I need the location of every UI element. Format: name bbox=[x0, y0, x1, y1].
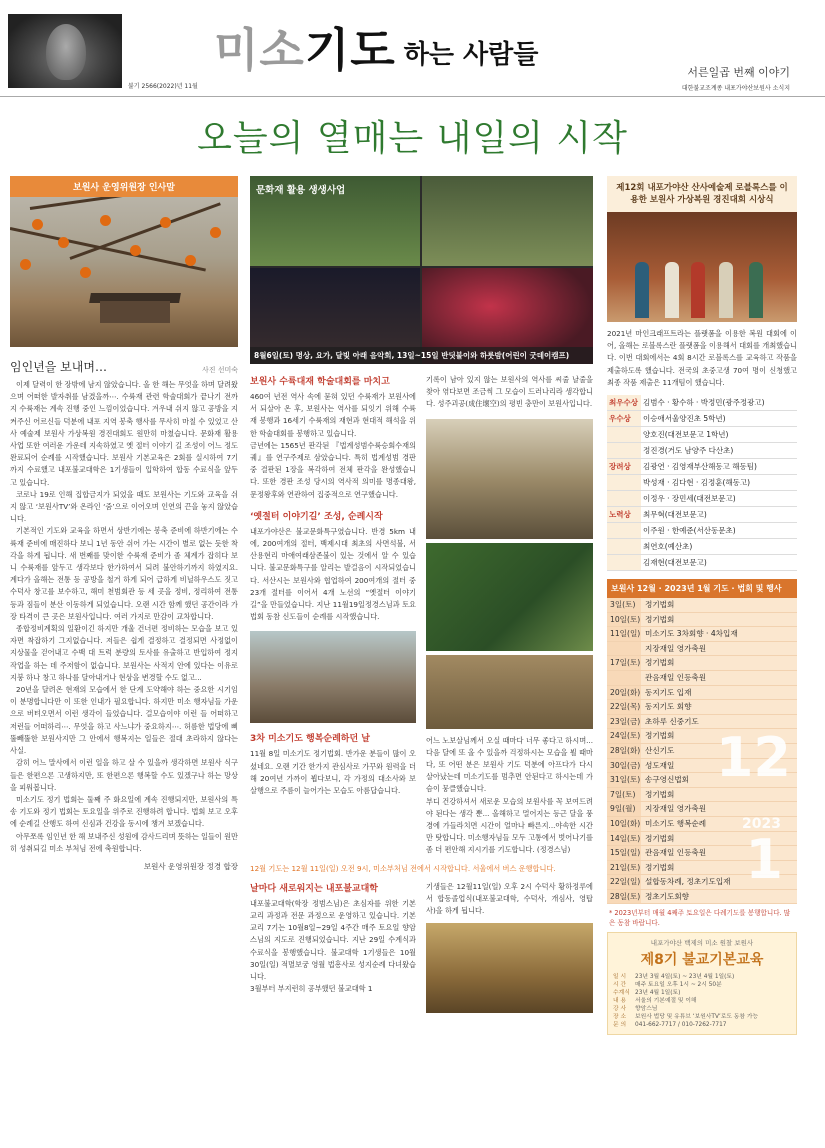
persimmon-fruit bbox=[32, 219, 43, 230]
news-right bbox=[426, 374, 593, 857]
news-left bbox=[250, 374, 416, 857]
award-rank bbox=[607, 491, 641, 507]
award-winner: 이승애서울양진초 5학년) bbox=[641, 411, 797, 427]
education-subtitle: 내포가야산 백제의 미소 원찰 보원사 bbox=[650, 939, 754, 948]
award-winner: 이정우 · 장민세(대전보문고) bbox=[641, 491, 797, 507]
schedule-event: 지장재일 영가축원 bbox=[645, 804, 707, 814]
photo-trail-map bbox=[426, 543, 593, 651]
photo-grid-caption: 8월6일(토) 명상, 요가, 달빛 아래 음악회, 13일~15일 반딧불이와 하룻밤(어린이 굿데이캠프) bbox=[250, 347, 593, 364]
photo-award-ceremony bbox=[607, 212, 797, 322]
greeting-paragraph: 기본적인 기도와 교육을 하면서 상반기에는 봉축 준비에 하반기에는 수륙재 준비에 매진하다 보니 1년 동안 쉬어 가는 시간이 별로 없는 듯한 착각을 하게 됩니다. 새 번째를 맞이한 수륙재 준비가 좀 체계가 잡히다 보니 수륙재를 앞두고 생각보다 한가하여서 되려 불안하기까지 하였지요. 계다가 올해는 전통 등 공방을 철거 하게 되어 급하게 비닐하우스도 짓고 수덕사 창고를 보수하고, 해미 천범회관 등 세 곳을 정비, 정리하여 전통 등과 짐들이 분산 이동하게 되었습니다. 오랜 시간 함께 했던 공간이라 가장 타격이 큰 곳은 보원사입니다. 여러 가지로 만감이 교차합니다. bbox=[10, 526, 238, 621]
greeting-paragraph: 코로나 19로 인해 집합금지가 되었을 때도 보원사는 기도와 교육을 쉬지 않고 ‘보원사TV’와 온라인 ‘줌’으로 이어오며 인연의 끈을 놓지 않았습니다. bbox=[10, 489, 238, 524]
schedule-event: 정기법회 bbox=[645, 731, 675, 741]
contest-notice-title: 제12회 내포가야산 산사예술제 로블록스를 이용한 보원사 가상복원 경진대회 시상식 bbox=[607, 176, 797, 212]
photo-grid-title: 문화재 활용 생생사업 bbox=[256, 185, 346, 196]
trail-body: 내포가야산은 불교문화특구였습니다. 반경 5km 내에, 200여개의 절터, 백제시대 최초의 사면석불, 서산용현리 마애여래삼존불이 있는 것에서 알 수 있습니다. 불교문화특구를 알리는 발걸음이 시작되었습니다. 서산시는 보원사와 협업하여 200여개의 절터 중 23개 절터를 이어서 4개 노선의 “옛절터 이야기길”을 만들었습니다. 지난 11월19일정경스님과 토요법회 동참 신도들이 순례를 시작했습니다. bbox=[250, 526, 416, 622]
photo-forest-walk bbox=[426, 655, 593, 729]
buddha-face-icon bbox=[46, 24, 86, 80]
schedule-event: 정기법회 bbox=[645, 789, 675, 799]
education-value: 23년 4월 1일(토) bbox=[635, 990, 681, 997]
contest-body: 2021년 마인크래프트라는 플랫폼을 이용한 복원 대회에 이어, 올해는 로블록스란 플랫폼을 이용해서 대회를 개최했습니다. 이번 대회에서는 4회 8시간 로블록스를 교육하고 작품을 제출하도록 했습니다. 전국의 초중고생 70여 명이 신청했고 최종 작품 제출은 11개팀이 했습니다. bbox=[607, 329, 797, 387]
schedule-row bbox=[607, 598, 797, 613]
happy-pilgrimage-body: 11월 8일 미소기도 정기법회. 반가운 분들이 많이 오셨네요. 오랜 기간 한가지 관심사로 가꾸와 원력을 더해 20여년 가까이 뵙다보니, 각 가정의 대소사와 보살행으로 주름이 늘어가는 모습도 아름답습니다. bbox=[250, 749, 416, 796]
schedule-row bbox=[607, 788, 797, 803]
photo-pilgrimage-group bbox=[250, 631, 416, 723]
trail-body-continued bbox=[426, 735, 593, 857]
trail-paragraph: 어느 노보살님께서 오실 때마다 너무 좋다고 하시며...다음 달에 또 올 수 있을까 걱정하시는 모습을 뵐 때마다, 또 어떤 분은 보원사 기도 덕분에 아프다가 다시 살아났는데 미소기도를 멈추면 안된다고 하시는데 가슴이 뭉클했습니다. bbox=[426, 735, 593, 794]
persimmon-fruit bbox=[100, 215, 111, 226]
college-left bbox=[250, 881, 416, 1014]
award-winner: 이주원 · 한예준(서산동문초) bbox=[641, 523, 797, 539]
branch-shape bbox=[10, 227, 206, 272]
greeting-paragraph: 이제 달력이 한 장밖에 남지 않았습니다. 올 한 해는 무엇을 하며 달려왔으며 어떠한 발자취를 남겼을까⋯. 수륙재 관련 학술대회가 끝나기 전까지 수륙재는 계속 진행 중인 느낌이었습니다. 겨우내 쉬지 않고 공방을 지켜주신 어르신들 덕분에 내포 지역 봉축 행사를 무사히 마칠 수 있었고 산사 예술제 보원사 가상복원 경진대회도 원만히 마쳤습니다. 문화재 활용사업 또한 여러운 가운데 지속하였고 옛 절터 이야기 길 조성이 어느 정도 완료되어 순례를 시작했습니다. 보원사 기본교육은 2회를 실시하여 7기까지 수료했고 내포불교대학은 1기생들이 입학하여 합동 수료식을 앞두고 있습니다. bbox=[10, 380, 238, 487]
college-body-continued: 기생들은 12월11일(일) 오후 2시 수덕사 황하정루에서 합동졸업식(내포불교대학, 수덕사, 개심사, 영탑사)을 하게 됩니다. bbox=[426, 881, 593, 916]
schedule-date bbox=[607, 642, 641, 656]
persimmon-fruit bbox=[80, 267, 91, 278]
education-row bbox=[613, 973, 791, 981]
big-year: 2023 bbox=[742, 816, 781, 833]
schedule-date: 23일(금) bbox=[607, 715, 641, 729]
schedule-event: 초하루 신중기도 bbox=[645, 716, 699, 726]
column-notices bbox=[607, 176, 797, 1148]
persimmon-fruit bbox=[185, 255, 196, 266]
award-rank bbox=[607, 427, 641, 443]
schedule-event: 성도재일 bbox=[645, 760, 675, 770]
schedule-date: 22일(일) bbox=[607, 875, 641, 889]
award-rank: 최우수상 bbox=[607, 395, 641, 411]
education-row bbox=[613, 1021, 791, 1029]
symposium-paragraph: 460여 년전 역사 속에 묻혀 있던 수륙재가 보원사에서 되살아 온 후, 보원사는 역사를 되잇기 위해 수륙재 봉행과 16세기 수륙재의 재현과 현대적 해석을 위한 학술대회를 봉행하고 있습니다. bbox=[250, 392, 416, 438]
greeting-paragraph: 종합정비계획의 일환이긴 하지만 개울 건너편 정비하는 모습을 보고 있자면 착잡하기 그지없습니다. 저들은 쉽게 결정하고 결정되면 사정없이 지상물을 걷어내고 수백 대 트럭 분량의 토사를 유출하고 반입하여 정지작업을 하는 데 주저함이 없습니다. 보원사는 사적지 안에 있다는 이유로 지붕 하나 창고 하나를 달아내거나 현상을 변경할 수도 없고... bbox=[10, 624, 238, 682]
sec-title-symposium: 보원사 수륙대재 학술대회를 마치고 bbox=[250, 377, 390, 387]
award-winner: 최무혁(대전보문고) bbox=[641, 507, 797, 523]
schedule-event: 정기법회 bbox=[645, 614, 675, 624]
sec-title-college: 날마다 새로워지는 내포불교대학 bbox=[250, 883, 378, 894]
education-row bbox=[613, 997, 791, 1005]
education-title: 제8기 불교기본교육 bbox=[640, 952, 764, 969]
schedule-date: 21일(토) bbox=[607, 861, 641, 875]
schedule-date: 30일(금) bbox=[607, 759, 641, 773]
persimmon-fruit bbox=[160, 217, 171, 228]
schedule-row bbox=[607, 656, 797, 671]
schedule-event: 동지기도 회향 bbox=[645, 702, 692, 712]
series-label: 서른일곱 번째 이야기 bbox=[687, 66, 790, 79]
schedule-date: 7일(토) bbox=[607, 788, 641, 802]
schedule-date: 10일(토) bbox=[607, 613, 641, 627]
education-value: 23년 3월 4일(토) ~ 23년 4월 1일(토) bbox=[635, 974, 735, 981]
award-table bbox=[607, 395, 797, 571]
award-winner: 최연호(예산초) bbox=[641, 539, 797, 555]
symposium-paragraph: 금년에는 1565년 판각된 『법계성범수륙승회수재의궤』를 연구주제로 삼았습니다. 특히 법계성범 경판 중 결판된 1장을 복각하여 전체 판각을 완성했습니다. 또한 경판 조성 당시의 역사적 의미를 명종대왕, 문정왕후와 연관하여 집중적으로 연구했습니다. bbox=[250, 440, 416, 499]
award-winner: 정진경(거도 남양주 다산초) bbox=[641, 443, 797, 459]
symposium-body bbox=[250, 391, 416, 501]
schedule-date: 22일(목) bbox=[607, 700, 641, 714]
masthead-divider bbox=[0, 96, 825, 97]
schedule-date: 15일(일) bbox=[607, 846, 641, 860]
big-month-december: 12 bbox=[715, 726, 791, 790]
education-value: 서울의 기본예절 및 이해 bbox=[635, 998, 697, 1005]
schedule-event: 정기법회 bbox=[645, 833, 675, 843]
schedule-date: 9일(월) bbox=[607, 802, 641, 816]
masthead bbox=[0, 0, 825, 100]
newsletter-title bbox=[214, 18, 538, 78]
schedule-row bbox=[607, 642, 797, 657]
main-headline: 오늘의 열매는 내일의 시작 bbox=[197, 118, 628, 159]
award-rank: 장려상 bbox=[607, 459, 641, 475]
college-right bbox=[426, 881, 593, 1014]
education-key: 내 용 bbox=[613, 998, 627, 1005]
greeting-title: 임인년을 보내며… bbox=[10, 360, 107, 374]
award-winner: 김광연 · 김영재부산해동고 해동팀) bbox=[641, 459, 797, 475]
education-box bbox=[607, 932, 797, 1035]
greeting-paragraph: 20년을 달려온 현재의 모습에서 한 단계 도약해야 하는 중요한 시기임이 분명합니다만 이 또한 인내가 필요합니다. 하지만 미소 행자님들 가운으로 버텨오면서 이런 생각이 들었습니다. 걸모습이야 이런 들 어떠하고 저런들 어떠하리⋯. 무엇을 하고 사느냐가 중요하지⋯. 허름한 법당에 삐뚤빼뚤한 보원사지만 그 안에서 행복지는 일들은 절대 초라하지 않다는 사실. bbox=[10, 685, 238, 756]
college-body bbox=[250, 898, 416, 996]
photo-dharma-hall bbox=[426, 419, 593, 539]
symposium-body-continued: 기록이 남아 있지 않는 보원사의 역사를 씨줄 날줄을 찾아 엮다보면 조금씩 그 모습이 드러나리라 생각합니다. 성주괴공(成住壞空)의 평빈 충만이 보원사입니다. bbox=[426, 375, 593, 409]
schedule-event: 관음재일 인등축원 bbox=[645, 848, 707, 858]
schedule-row bbox=[607, 627, 797, 642]
schedule-date bbox=[607, 671, 641, 685]
award-row bbox=[607, 427, 797, 443]
photo-credit: 사진 선미숙 bbox=[201, 366, 238, 374]
branch-shape bbox=[69, 202, 220, 260]
schedule-date: 31일(토) bbox=[607, 773, 641, 787]
photo-camp-tents bbox=[422, 176, 593, 266]
schedule-date: 3일(토) bbox=[607, 598, 641, 612]
publisher-label: 대한불교조계종 내포가야산보원사 소식지 bbox=[681, 85, 790, 92]
greeting-intro-row bbox=[10, 347, 238, 379]
education-value: 041-662-7717 / 010-7262-7717 bbox=[635, 1022, 727, 1029]
award-row bbox=[607, 539, 797, 555]
education-key: 일 시 bbox=[613, 974, 627, 981]
schedule-row bbox=[607, 890, 797, 905]
december-prayer-note: 12월 기도는 12월 11일(일) 오전 9시, 미소부처님 전에서 시작합니다. 서울에서 버스 운행합니다. bbox=[250, 863, 556, 873]
education-row bbox=[613, 981, 791, 989]
column-news bbox=[250, 176, 593, 1148]
award-row bbox=[607, 555, 797, 571]
schedule-date: 17일(토) bbox=[607, 656, 641, 670]
schedule-row bbox=[607, 671, 797, 686]
schedule-event: 미소기도 행복순례 bbox=[645, 818, 707, 828]
schedule-row bbox=[607, 700, 797, 715]
education-row bbox=[613, 989, 791, 997]
buddha-face-logo bbox=[8, 14, 122, 88]
schedule-date: 11일(일) bbox=[607, 627, 641, 641]
award-winner: 박성재 · 김다현 · 김정훈(해동고) bbox=[641, 475, 797, 491]
person-figure bbox=[691, 262, 705, 318]
big-month-january: 1 bbox=[745, 828, 783, 892]
schedule-row bbox=[607, 613, 797, 628]
award-rank bbox=[607, 475, 641, 491]
schedule-event: 동지기도 입재 bbox=[645, 687, 692, 697]
title-part-3: 하는 사람들 bbox=[403, 40, 539, 70]
college-paragraph: 내포불교대학(학장 정범스님)은 초심자를 위한 기본교리 과정과 전문 과정으로 운영하고 있습니다. 기본교리 7기는 10월8일~29일 4주간 매주 토요일 향암스님의 지도로 진행되었습니다. 지난 29일 수계식과 수료식을 봉행했습니다. 불교대학 1기생들은 10월 30일(일) 적멸보궁 영월 법흥사로 성지순례 다녀왔습니다. bbox=[250, 898, 416, 982]
greeting-paragraph: 아무쪼록 임인년 한 해 보내주신 성원에 감사드리며 뜻하는 일들이 원만히 성취되길 미소 부처님 전에 축원합니다. bbox=[10, 831, 238, 853]
greeting-header: 보원사 운영위원장 인사말 bbox=[10, 176, 238, 197]
schedule-date: 24일(토) bbox=[607, 729, 641, 743]
persimmon-fruit bbox=[210, 227, 221, 238]
news-row-2 bbox=[250, 881, 593, 1014]
award-rank bbox=[607, 523, 641, 539]
award-row bbox=[607, 443, 797, 459]
award-row bbox=[607, 395, 797, 411]
photo-graduation-group bbox=[426, 923, 593, 1013]
greeting-paragraph: 감히 어느 말사에서 이런 일을 하고 살 수 있을까 생각하면 보원사 식구들은 한편으론 고생하지만, 또 한편으론 행복할 수도 있겠구나 하는 망상을 피워봅니다. bbox=[10, 758, 238, 792]
temple-building bbox=[100, 301, 170, 323]
schedule-event: 관음재일 인등축원 bbox=[645, 672, 707, 682]
sec-title-happy-pilgrimage: 3차 미소기도 행복순례하던 날 bbox=[250, 734, 370, 745]
schedule-date: 10일(화) bbox=[607, 817, 641, 831]
persimmon-fruit bbox=[20, 259, 31, 270]
schedule-event: 정기법회 bbox=[645, 600, 675, 610]
issue-line: 불기 2566(2022)년 11월 bbox=[128, 83, 198, 90]
schedule-event: 정초기도회향 bbox=[645, 891, 690, 901]
branch-shape bbox=[30, 197, 209, 210]
award-row bbox=[607, 459, 797, 475]
persimmon-fruit bbox=[58, 237, 69, 248]
schedule-list bbox=[607, 598, 797, 904]
person-figure bbox=[665, 262, 679, 318]
award-row bbox=[607, 491, 797, 507]
award-winner: 김범수 · 황수하 · 박정민(광주정광고) bbox=[641, 395, 797, 411]
education-row bbox=[613, 1005, 791, 1013]
schedule-header: 보원사 12월 · 2023년 1월 기도 · 법회 및 행사 bbox=[607, 579, 797, 598]
award-rank: 노력상 bbox=[607, 507, 641, 523]
education-key: 수계식 bbox=[613, 990, 630, 997]
schedule-event: 정기법회 bbox=[645, 862, 675, 872]
schedule-date: 28일(화) bbox=[607, 744, 641, 758]
education-key: 문 의 bbox=[613, 1022, 627, 1029]
education-key: 장 소 bbox=[613, 1014, 627, 1021]
schedule-event: 미소기도 3차회향 · 4차입재 bbox=[645, 629, 738, 639]
education-row bbox=[613, 1013, 791, 1021]
cultural-program-photo-grid bbox=[250, 176, 593, 364]
signature: 보원사 운영위원장 정경 합장 bbox=[143, 861, 238, 871]
person-figure bbox=[719, 262, 733, 318]
persimmon-tree-photo bbox=[10, 197, 238, 347]
schedule-row bbox=[607, 802, 797, 817]
award-winner: 김재현(대전보문고) bbox=[641, 555, 797, 571]
schedule-event: 지장재일 영가축원 bbox=[645, 643, 707, 653]
award-winner: 양호진(대전보문고 1학년) bbox=[641, 427, 797, 443]
schedule-event: 설합동차례, 정초기도입재 bbox=[645, 877, 731, 887]
education-key: 강 사 bbox=[613, 1006, 627, 1013]
education-value: 향암스님 bbox=[635, 1006, 658, 1013]
schedule-event: 송구영신법회 bbox=[645, 775, 690, 785]
person-figure bbox=[635, 262, 649, 318]
award-row bbox=[607, 411, 797, 427]
persimmon-fruit bbox=[130, 245, 141, 256]
schedule-event: 정기법회 bbox=[645, 658, 675, 668]
sec-title-trail: ‘옛절터 이야기길’ 조성, 순례시작 bbox=[250, 511, 383, 522]
award-rank: 우수상 bbox=[607, 411, 641, 427]
award-rank bbox=[607, 443, 641, 459]
greeting-body bbox=[10, 379, 238, 855]
education-value: 보원사 법당 및 유튜브 ‘보원사TV’로도 동참 가능 bbox=[635, 1014, 759, 1021]
news-row-1 bbox=[250, 374, 593, 857]
education-key: 시 간 bbox=[613, 982, 627, 989]
award-row bbox=[607, 507, 797, 523]
title-part-2: 기도 bbox=[304, 23, 396, 77]
college-paragraph: 3월부터 부지런히 공부했던 불교대학 1 bbox=[250, 984, 373, 994]
greeting-paragraph: 미소기도 정기 법회는 둘째 주 화요일에 계속 진행되지만, 보원사의 특송 기도와 정기 법회는 토요일을 위주로 진행하려 합니다. 법회 보고 오후에 순례길 산행도 하여 신심과 건강을 동시에 챙겨 보겠습니다. bbox=[10, 794, 238, 829]
award-row bbox=[607, 523, 797, 539]
schedule-date: 20일(화) bbox=[607, 686, 641, 700]
schedule-date: 14일(토) bbox=[607, 832, 641, 846]
schedule-date: 28일(토) bbox=[607, 890, 641, 904]
person-figure bbox=[749, 262, 763, 318]
award-rank bbox=[607, 555, 641, 571]
column-greeting bbox=[10, 176, 238, 1148]
title-part-1: 미소 bbox=[214, 23, 305, 77]
schedule-event: 산신기도 bbox=[645, 745, 675, 755]
trail-paragraph: 부디 건강하셔서 새로운 모습의 보원사를 꼭 보여드려야 된다는 생각 뿐... 올해하고 멀어지는 등근 달을 풍경에 가들라치면 시간이 얼마나 빠른지...야속한 시간만 탓합니다. 미소행자님들 모두 고통에서 벗어나기를 좀 더 편안해 지시기를 기도합니다. (정경스님) bbox=[426, 796, 593, 855]
award-row bbox=[607, 475, 797, 491]
schedule-note: * 2023년부터 매월 4째주 토요일은 다례기도를 봉행합니다. 많은 동참 바랍니다. bbox=[609, 909, 791, 928]
education-value: 매주 토요일 오후 1시 ~ 2시 50분 bbox=[635, 982, 722, 989]
schedule-row bbox=[607, 686, 797, 701]
award-rank bbox=[607, 539, 641, 555]
